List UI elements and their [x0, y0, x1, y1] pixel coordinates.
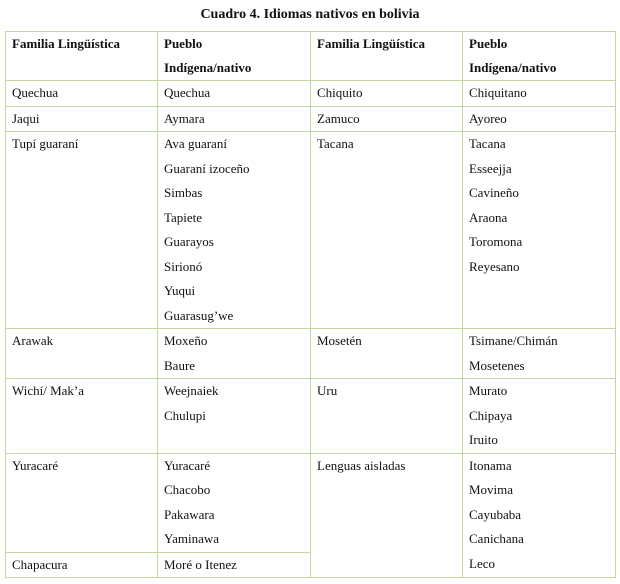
family-name: Lenguas aisladas	[317, 457, 406, 473]
people-name: Guarayos	[164, 234, 214, 249]
family-name: Mosetén	[317, 333, 362, 348]
family-name: Chiquito	[317, 85, 363, 100]
people-name: Ava guaraní	[164, 136, 227, 151]
family-name: Zamuco	[317, 110, 360, 126]
people-name: Canichana	[469, 531, 524, 546]
table-row	[6, 132, 616, 329]
people-name: Moré o Itenez	[164, 556, 237, 572]
peoples-cell	[158, 81, 311, 107]
people-name: Chiquitano	[469, 85, 527, 100]
header-pueblo-right	[463, 32, 616, 81]
family-name: Jaqui	[12, 110, 40, 126]
people-name: Itonama	[469, 457, 512, 473]
table-row	[6, 81, 616, 107]
header-label: Familia Lingüística	[12, 36, 120, 51]
people-name: Pakawara	[164, 506, 215, 522]
family-name: Wichí/ Mak’a	[12, 383, 85, 398]
people-name: Moxeño	[164, 333, 208, 348]
peoples-cell	[158, 379, 311, 454]
people-name: Tacana	[469, 136, 506, 151]
people-name: Yaminawa	[164, 531, 220, 546]
table-caption: Cuadro 4. Idiomas nativos en bolivia	[200, 7, 420, 22]
people-name: Chipaya	[469, 407, 513, 423]
people-name: Baure	[164, 357, 196, 373]
people-name: Quechua	[164, 85, 211, 100]
peoples-cell	[158, 552, 311, 578]
family-name: Chapacura	[12, 556, 68, 572]
family-cell	[6, 329, 158, 379]
people-name: Weejnaiek	[164, 383, 219, 398]
people-name: Mosetenes	[469, 357, 525, 373]
family-cell	[311, 132, 463, 329]
header-label: Indígena/nativo	[164, 59, 252, 75]
family-cell	[311, 106, 463, 132]
family-cell	[6, 106, 158, 132]
people-name: Aymara	[164, 110, 205, 126]
people-name: Tsimane/Chimán	[469, 333, 558, 348]
people-name: Yuqui	[164, 283, 196, 298]
peoples-cell	[463, 379, 616, 454]
header-label: Pueblo	[469, 36, 508, 51]
people-name: Simbas	[164, 185, 203, 200]
table-row	[6, 379, 616, 454]
peoples-cell	[463, 81, 616, 107]
peoples-cell	[463, 453, 616, 578]
family-cell	[311, 329, 463, 379]
family-name: Arawak	[12, 333, 54, 348]
peoples-cell	[158, 453, 311, 552]
people-name: Cavineño	[469, 185, 519, 200]
family-cell	[6, 132, 158, 329]
family-cell	[311, 81, 463, 107]
people-name: Cayubaba	[469, 506, 521, 522]
people-name: Guaraní izoceño	[164, 160, 250, 176]
family-name: Tacana	[317, 136, 354, 151]
peoples-cell	[463, 132, 616, 329]
family-name: Tupí guaraní	[12, 136, 79, 151]
people-name: Araona	[469, 209, 508, 225]
people-name: Sirionó	[164, 258, 203, 274]
peoples-cell	[158, 106, 311, 132]
family-cell	[6, 453, 158, 552]
header-label: Indígena/nativo	[469, 59, 557, 75]
header-familia-right	[311, 32, 463, 81]
people-name: Guarasug’we	[164, 307, 234, 323]
family-name: Uru	[317, 383, 338, 398]
family-cell	[311, 453, 463, 578]
header-label: Familia Lingüística	[317, 36, 425, 51]
languages-table	[5, 31, 616, 578]
people-name: Movima	[469, 482, 514, 497]
table-row	[6, 106, 616, 132]
header-label: Pueblo	[164, 36, 203, 51]
family-name: Quechua	[12, 85, 59, 100]
family-cell	[6, 552, 158, 578]
people-name: Esseejja	[469, 160, 512, 176]
people-name: Chulupi	[164, 407, 206, 423]
table-row	[6, 329, 616, 379]
people-name: Yuracaré	[164, 457, 211, 473]
people-name: Ayoreo	[469, 110, 507, 126]
people-name: Murato	[469, 383, 508, 398]
family-name: Yuracaré	[12, 457, 59, 473]
people-name: Reyesano	[469, 258, 520, 274]
peoples-cell	[158, 329, 311, 379]
family-cell	[6, 379, 158, 454]
peoples-cell	[463, 106, 616, 132]
people-name: Tapiete	[164, 209, 203, 225]
peoples-cell	[463, 329, 616, 379]
family-cell	[311, 379, 463, 454]
header-pueblo-left	[158, 32, 311, 81]
people-name: Leco	[469, 555, 495, 571]
header-row	[6, 32, 616, 81]
table-row	[6, 453, 616, 552]
peoples-cell	[158, 132, 311, 329]
family-cell	[6, 81, 158, 107]
people-name: Toromona	[469, 234, 523, 249]
people-name: Iruito	[469, 432, 498, 447]
header-familia-left	[6, 32, 158, 81]
people-name: Chacobo	[164, 482, 211, 497]
